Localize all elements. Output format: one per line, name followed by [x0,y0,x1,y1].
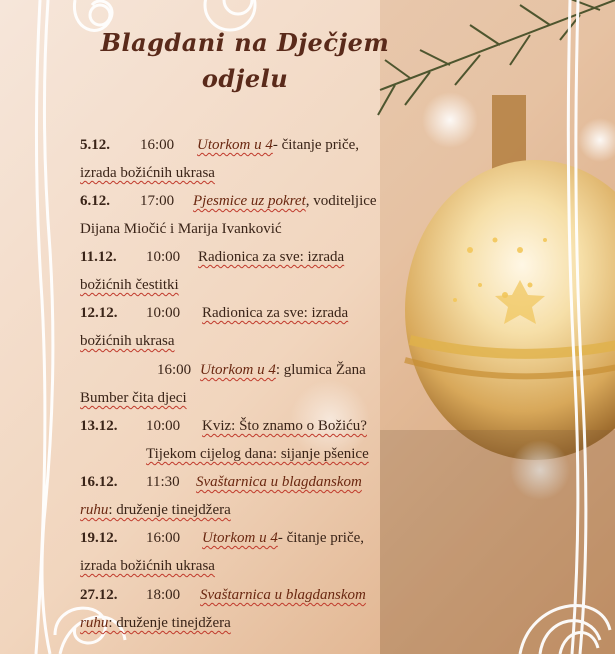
event-title: Pjesmice uz pokret [193,193,306,209]
event-title: Svaštarnica u blagdanskom [200,587,366,603]
schedule-line-continued: Dijana Miočić i Marija Ivanković [80,221,282,237]
event-description: : druženje tinejdžera [108,615,231,631]
schedule-line [80,193,377,210]
schedule-line [80,587,366,604]
event-title: Utorkom u 4 [202,530,278,546]
event-date: 19.12. [80,530,118,546]
event-title-continued: ruhu [80,615,109,631]
page-title-line1: Blagdani na Dječjem [100,28,390,57]
event-date: 5.12. [80,137,110,153]
event-description: Radionica za sve: izrada [202,305,349,321]
schedule-line-continued [80,615,231,632]
event-time: 10:00 [146,305,181,321]
event-description: , voditeljice [305,193,377,209]
event-time: 11:30 [146,474,180,490]
schedule-line [80,137,359,154]
schedule-line [80,305,348,322]
event-date: 6.12. [80,193,110,209]
schedule-line-continued: izrada božićnih ukrasa [80,558,215,574]
schedule-line [80,474,362,491]
schedule-line [157,362,366,379]
event-time: 18:00 [146,587,181,603]
schedule-line-continued: Tijekom cijelog dana: sijanje pšenice [146,446,369,462]
event-time: 10:00 [146,249,181,265]
schedule-line-continued: izrada božićnih ukrasa [80,165,215,181]
event-title: Svaštarnica u blagdanskom [196,474,362,490]
schedule-line-continued: Bumber čita djeci [80,390,187,406]
schedule-line-continued: božićnih ukrasa [80,333,175,349]
event-description: Radionica za sve: izrada [198,249,345,265]
schedule-line [80,418,367,435]
event-description: - čitanje priče, [272,137,360,153]
schedule-line [80,249,344,266]
event-time: 16:00 [140,137,175,153]
event-title-continued: ruhu [80,502,109,518]
event-title: Utorkom u 4 [197,137,273,153]
event-description: - čitanje priče, [277,530,365,546]
event-date: 12.12. [80,305,118,321]
schedule-line [80,530,364,547]
event-time: 16:00 [146,530,181,546]
schedule-line-continued [80,502,231,519]
event-time: 16:00 [157,362,192,378]
event-date: 13.12. [80,418,118,434]
event-description: : glumica Žana [275,362,366,378]
event-description: Kviz: Što znamo o Božiću? [202,418,367,434]
event-date: 11.12. [80,249,117,265]
event-time: 10:00 [146,418,181,434]
page-title-line2: odjelu [201,64,289,93]
event-date: 16.12. [80,474,118,490]
event-date: 27.12. [80,587,118,603]
schedule-line-continued: božićnih čestitki [80,277,179,293]
event-time: 17:00 [140,193,175,209]
event-description: : druženje tinejdžera [108,502,231,518]
event-title: Utorkom u 4 [200,362,276,378]
